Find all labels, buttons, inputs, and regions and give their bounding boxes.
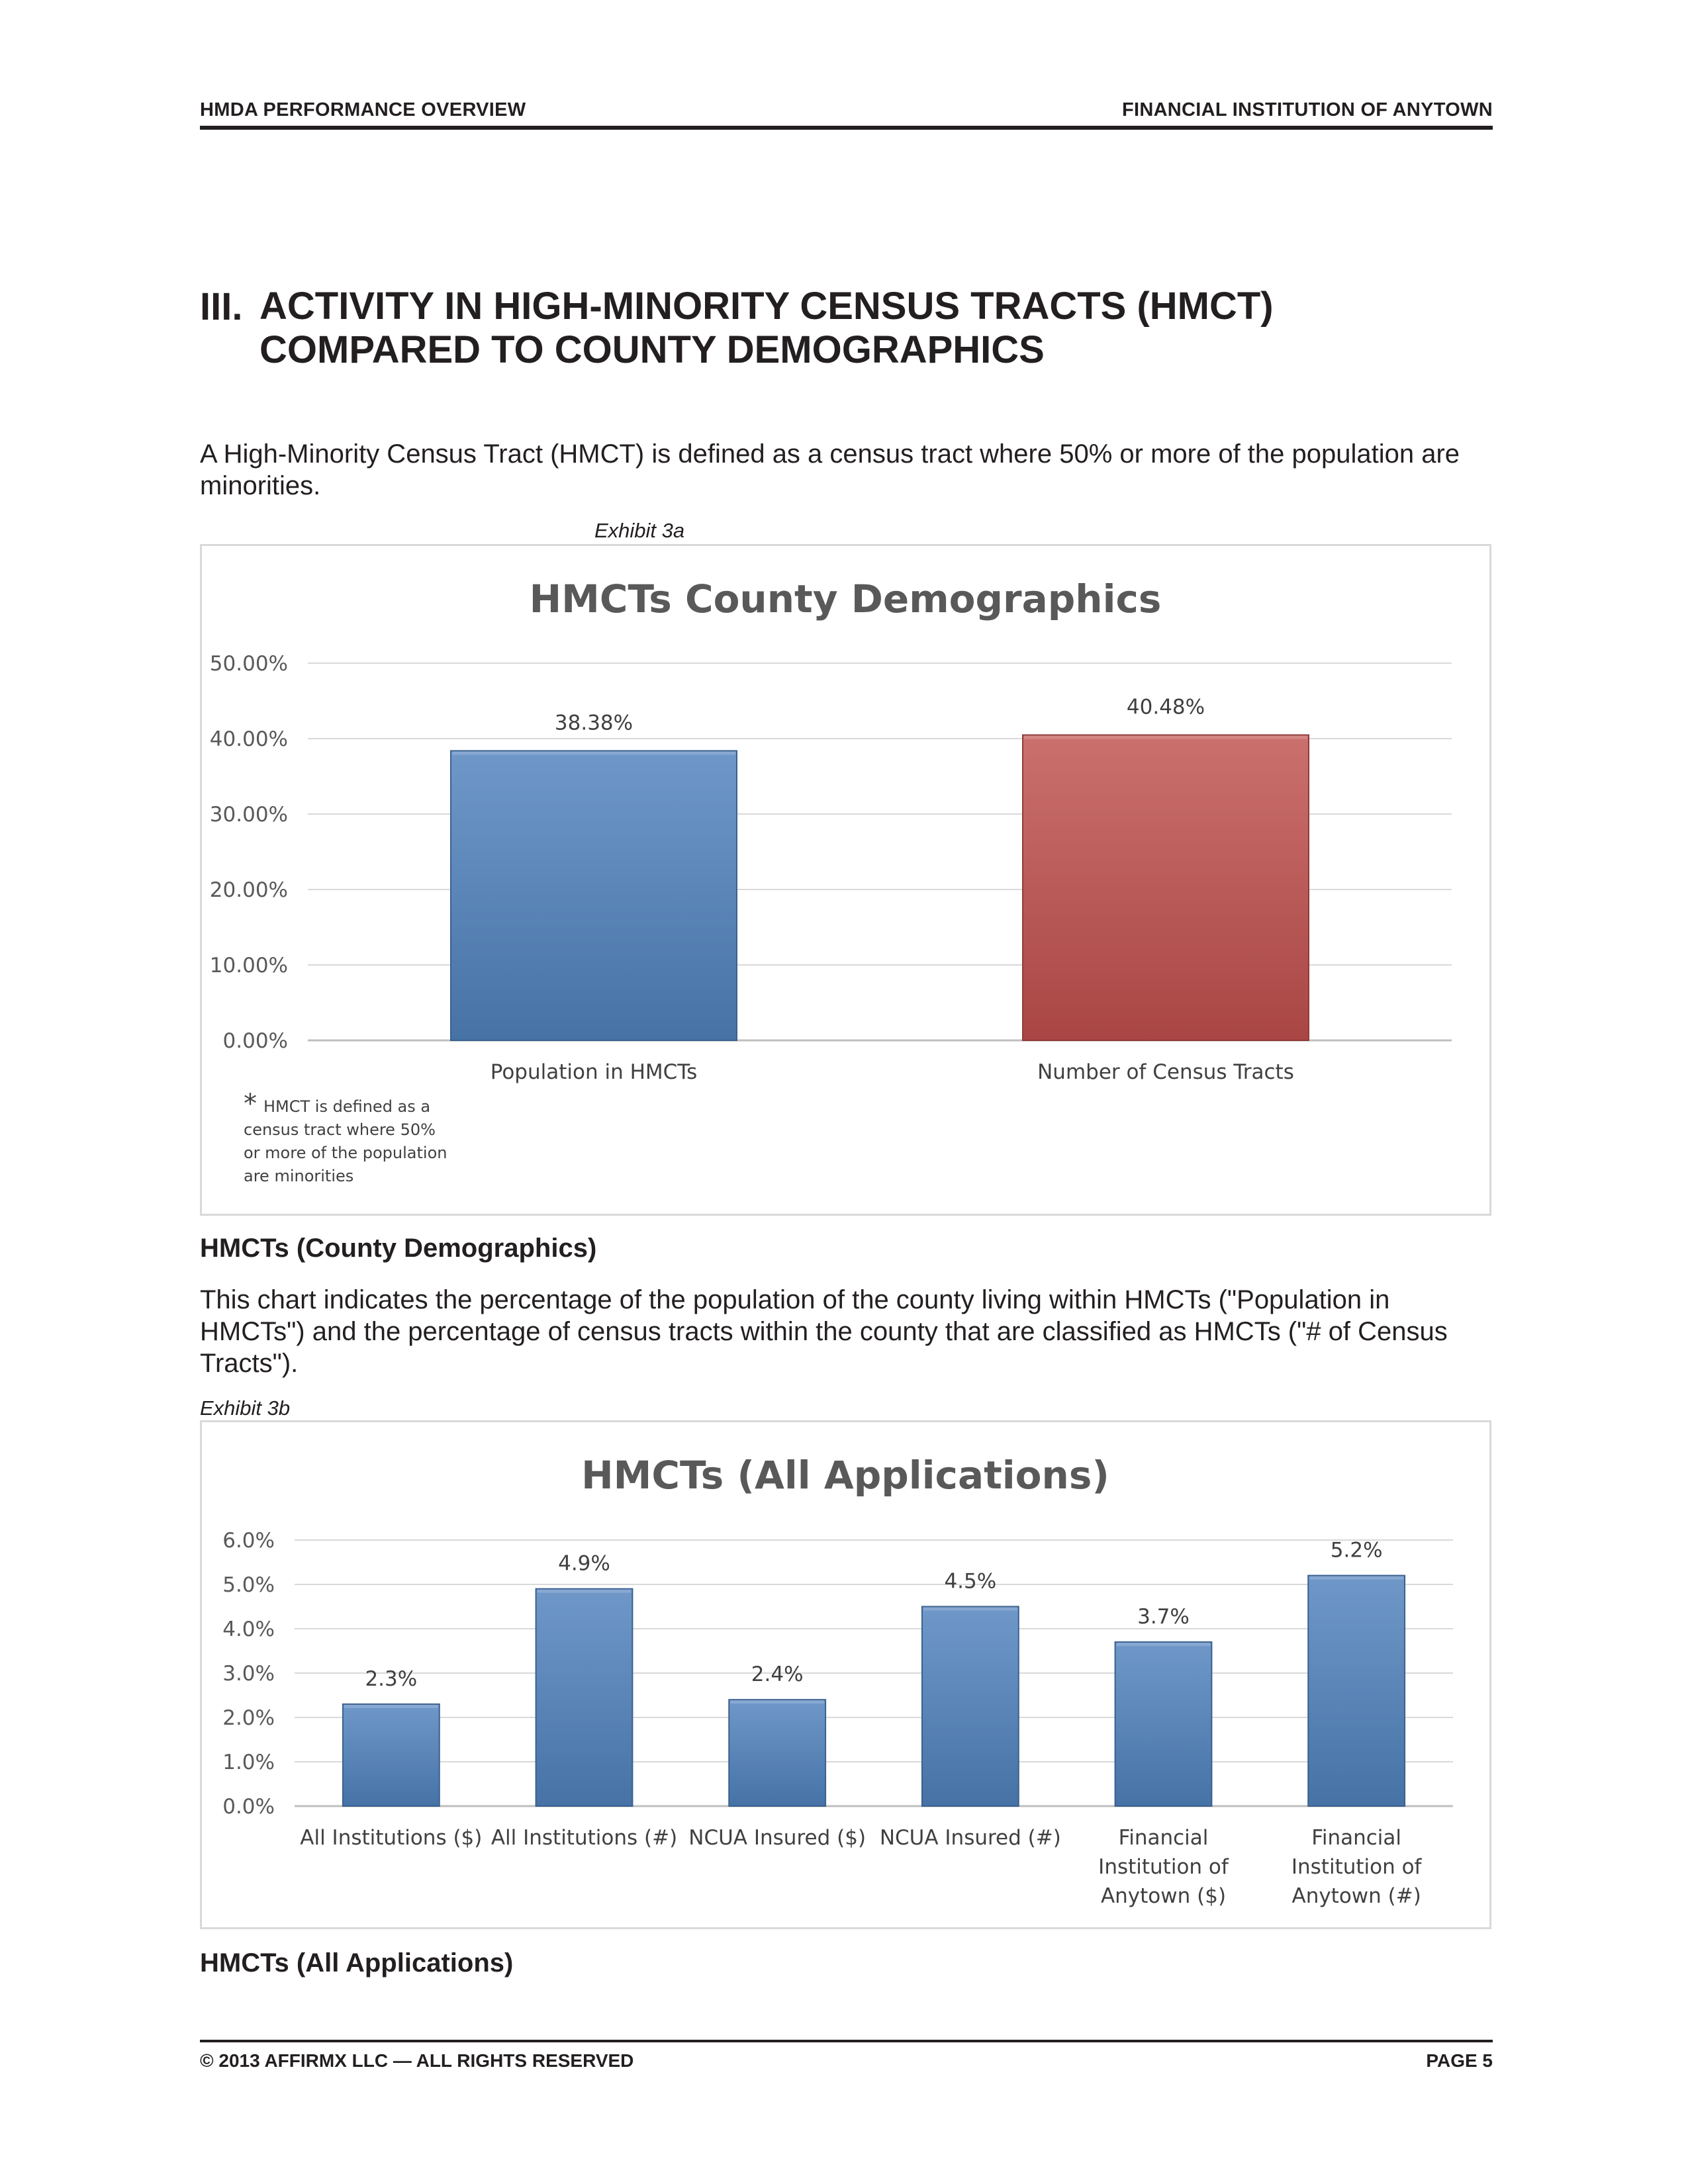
chart-3a-category-label: Number of Census Tracts xyxy=(1037,1060,1294,1084)
chart-3b-category-label: All Institutions (#) xyxy=(491,1826,678,1850)
chart-3a-bar-highlight xyxy=(1024,736,1307,739)
section-title xyxy=(259,285,1418,372)
chart-3a-ytick-label: 50.00% xyxy=(209,651,288,676)
chart-3b-category-label: Institution of xyxy=(1291,1855,1422,1879)
chart-3b-bar xyxy=(922,1607,1019,1807)
chart-3a-data-label: 40.48% xyxy=(1126,695,1205,719)
chart-3b-category-label: NCUA Insured ($) xyxy=(688,1826,867,1850)
chart-3b-bar-highlight xyxy=(344,1705,438,1708)
chart-3a-ytick-label: 0.00% xyxy=(222,1028,288,1053)
chart-3b-bar-highlight xyxy=(1117,1643,1211,1646)
section-number: III. xyxy=(200,285,243,328)
chart-3a-data-label: 38.38% xyxy=(554,711,633,735)
chart-3a-category-label: Population in HMCTs xyxy=(490,1060,698,1084)
chart-3b-category-label: NCUA Insured (#) xyxy=(879,1826,1061,1850)
chart-3b-ytick-label: 3.0% xyxy=(222,1661,275,1686)
chart-3a-ytick-label: 40.00% xyxy=(209,727,288,751)
chart-3a-ytick-label: 20.00% xyxy=(209,878,288,902)
chart-3b-frame xyxy=(200,1420,1491,1929)
footer-copyright: © 2013 AFFIRMX LLC — ALL RIGHTS RESERVED xyxy=(200,2050,634,2071)
chart-3b-ytick-label: 5.0% xyxy=(222,1572,275,1597)
header-rule xyxy=(200,126,1493,130)
chart-3b-ytick-label: 6.0% xyxy=(222,1528,275,1553)
header-right: FINANCIAL INSTITUTION OF ANYTOWN xyxy=(1121,99,1493,120)
exhibit-3b-subheading: HMCTs (All Applications) xyxy=(200,1948,514,1978)
chart-3a-title: HMCTs County Demographics xyxy=(529,576,1162,621)
chart-3a-note-line: or more of the population xyxy=(244,1144,447,1162)
chart-3b-bar-highlight xyxy=(730,1700,824,1704)
chart-3b-data-label: 4.5% xyxy=(944,1569,997,1594)
chart-3b-bar xyxy=(536,1589,633,1806)
chart-3b-bar xyxy=(1115,1642,1212,1806)
chart-3b-bar-highlight xyxy=(923,1608,1017,1611)
chart-3a-ytick-label: 30.00% xyxy=(209,802,288,827)
chart-3b-data-label: 2.4% xyxy=(751,1662,804,1687)
chart-3b-category-label: Institution of xyxy=(1098,1855,1229,1879)
chart-3b-data-label: 5.2% xyxy=(1330,1538,1383,1563)
chart-3b-data-label: 3.7% xyxy=(1137,1605,1190,1629)
exhibit-3a-description: This chart indicates the percentage of the population of the county living within HMCTs ("Population in HMCTs") and the percentage of census tracts within the county that are classified as HMCTs ("# of Census Tracts"). xyxy=(200,1285,1448,1378)
chart-3a-note-line: HMCT is defined as a xyxy=(263,1097,431,1116)
chart-3b-bar xyxy=(343,1704,440,1806)
chart-3b-ytick-label: 1.0% xyxy=(222,1750,275,1774)
section-title-line1: ACTIVITY IN HIGH-MINORITY CENSUS TRACTS (HMCT) xyxy=(259,285,1274,328)
chart-3b-category-label: Anytown (#) xyxy=(1291,1884,1421,1908)
chart-3b-bar-highlight xyxy=(1309,1576,1403,1580)
chart-3a-note-line: census tract where 50% xyxy=(244,1120,436,1139)
chart-3b-bar xyxy=(729,1700,825,1806)
footer-rule xyxy=(200,2040,1493,2042)
exhibit-3a-subheading: HMCTs (County Demographics) xyxy=(200,1234,597,1263)
chart-3a-bar-highlight xyxy=(452,751,735,754)
chart-3b-ytick-label: 4.0% xyxy=(222,1617,275,1641)
chart-3b-bar-highlight xyxy=(538,1590,632,1593)
chart-3b-ytick-label: 2.0% xyxy=(222,1706,275,1730)
chart-3b-title: HMCTs (All Applications) xyxy=(581,1453,1109,1498)
chart-3b-ytick-label: 0.0% xyxy=(222,1794,275,1819)
chart-3a-bar xyxy=(451,751,737,1040)
chart-3a-frame xyxy=(200,544,1491,1216)
chart-3a xyxy=(202,546,1489,1214)
exhibit-3a-caption: Exhibit 3a xyxy=(594,519,685,542)
chart-3b-category-label: All Institutions ($) xyxy=(300,1826,483,1850)
chart-3b-category-label: Financial xyxy=(1311,1826,1402,1850)
exhibit-3b-caption: Exhibit 3b xyxy=(200,1396,291,1420)
chart-3a-note-line: are minorities xyxy=(244,1167,354,1185)
intro-paragraph: A High-Minority Census Tract (HMCT) is defined as a census tract where 50% or more of the population are minorities. xyxy=(200,439,1460,500)
chart-3b-data-label: 4.9% xyxy=(558,1551,610,1576)
header-left: HMDA PERFORMANCE OVERVIEW xyxy=(200,99,526,120)
footer-page-number: PAGE 5 xyxy=(1426,2050,1493,2071)
chart-3b-data-label: 2.3% xyxy=(365,1666,418,1691)
chart-3a-bar xyxy=(1023,735,1309,1040)
chart-3b-category-label: Financial xyxy=(1118,1826,1209,1850)
chart-3b-category-label: Anytown ($) xyxy=(1100,1884,1227,1908)
chart-3a-note-marker: * xyxy=(244,1089,257,1119)
chart-3b-bar xyxy=(1308,1576,1405,1806)
chart-3b xyxy=(202,1422,1489,1927)
chart-3a-ytick-label: 10.00% xyxy=(209,953,288,978)
section-title-line2: COMPARED TO COUNTY DEMOGRAPHICS xyxy=(259,328,1045,371)
